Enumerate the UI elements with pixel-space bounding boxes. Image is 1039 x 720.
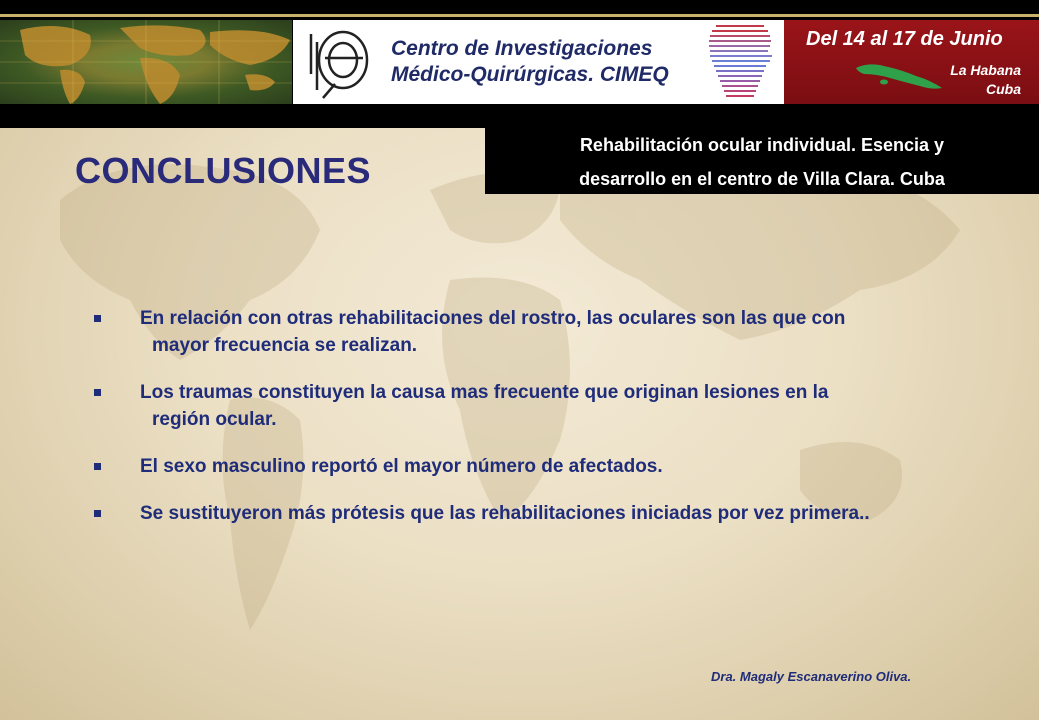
bullet-square-icon [94,463,101,470]
bullet-square-icon [94,389,101,396]
list-item-text: En relación con otras rehabilitaciones del rostro, las oculares son las que con [140,308,846,329]
world-map-icon [0,20,292,104]
banner-stripe [0,14,1039,17]
author-credit: Dra. Magaly Escanaverino Oliva. [711,669,912,684]
list-item-continuation: mayor frecuencia se realizan. [152,335,418,356]
institution-logo-panel [293,20,698,104]
list-item [92,305,932,359]
top-banner [0,0,1039,128]
subtitle-line-2: desarrollo en el centro de Villa Clara. Cuba [579,169,945,189]
list-item [92,453,932,480]
conclusion-list [92,305,932,547]
event-location [950,61,1021,99]
list-item [92,379,932,433]
institution-name [391,36,669,88]
institution-line-1: Centro de Investigaciones [391,37,653,60]
subtitle-line-1: Rehabilitación ocular individual. Esencia y [579,135,945,155]
list-item-text: Los traumas constituyen la causa mas frecuente que originan lesiones en la [140,382,829,403]
cuba-map-icon [854,58,944,94]
list-item [92,500,932,527]
bullet-square-icon [94,315,101,322]
list-item-continuation: región ocular. [152,409,277,430]
event-country: Cuba [986,81,1021,97]
cimeq-logo-icon [303,24,373,102]
bullet-square-icon [94,510,101,517]
event-city: La Habana [950,62,1021,78]
head-profile-icon [698,20,784,104]
list-item-text: Se sustituyeron más prótesis que las rehabilitaciones iniciadas por vez primera.. [140,503,870,524]
institution-line-2: Médico-Quirúrgicas. CIMEQ [391,63,669,86]
page-title: CONCLUSIONES [75,150,372,191]
event-date: Del 14 al 17 de Junio [806,28,1003,50]
event-date-panel [784,20,1039,104]
list-item-text: El sexo masculino reportó el mayor número de afectados. [140,456,663,477]
presentation-subtitle [485,128,1039,196]
presentation-subtitle-panel [485,128,1039,194]
